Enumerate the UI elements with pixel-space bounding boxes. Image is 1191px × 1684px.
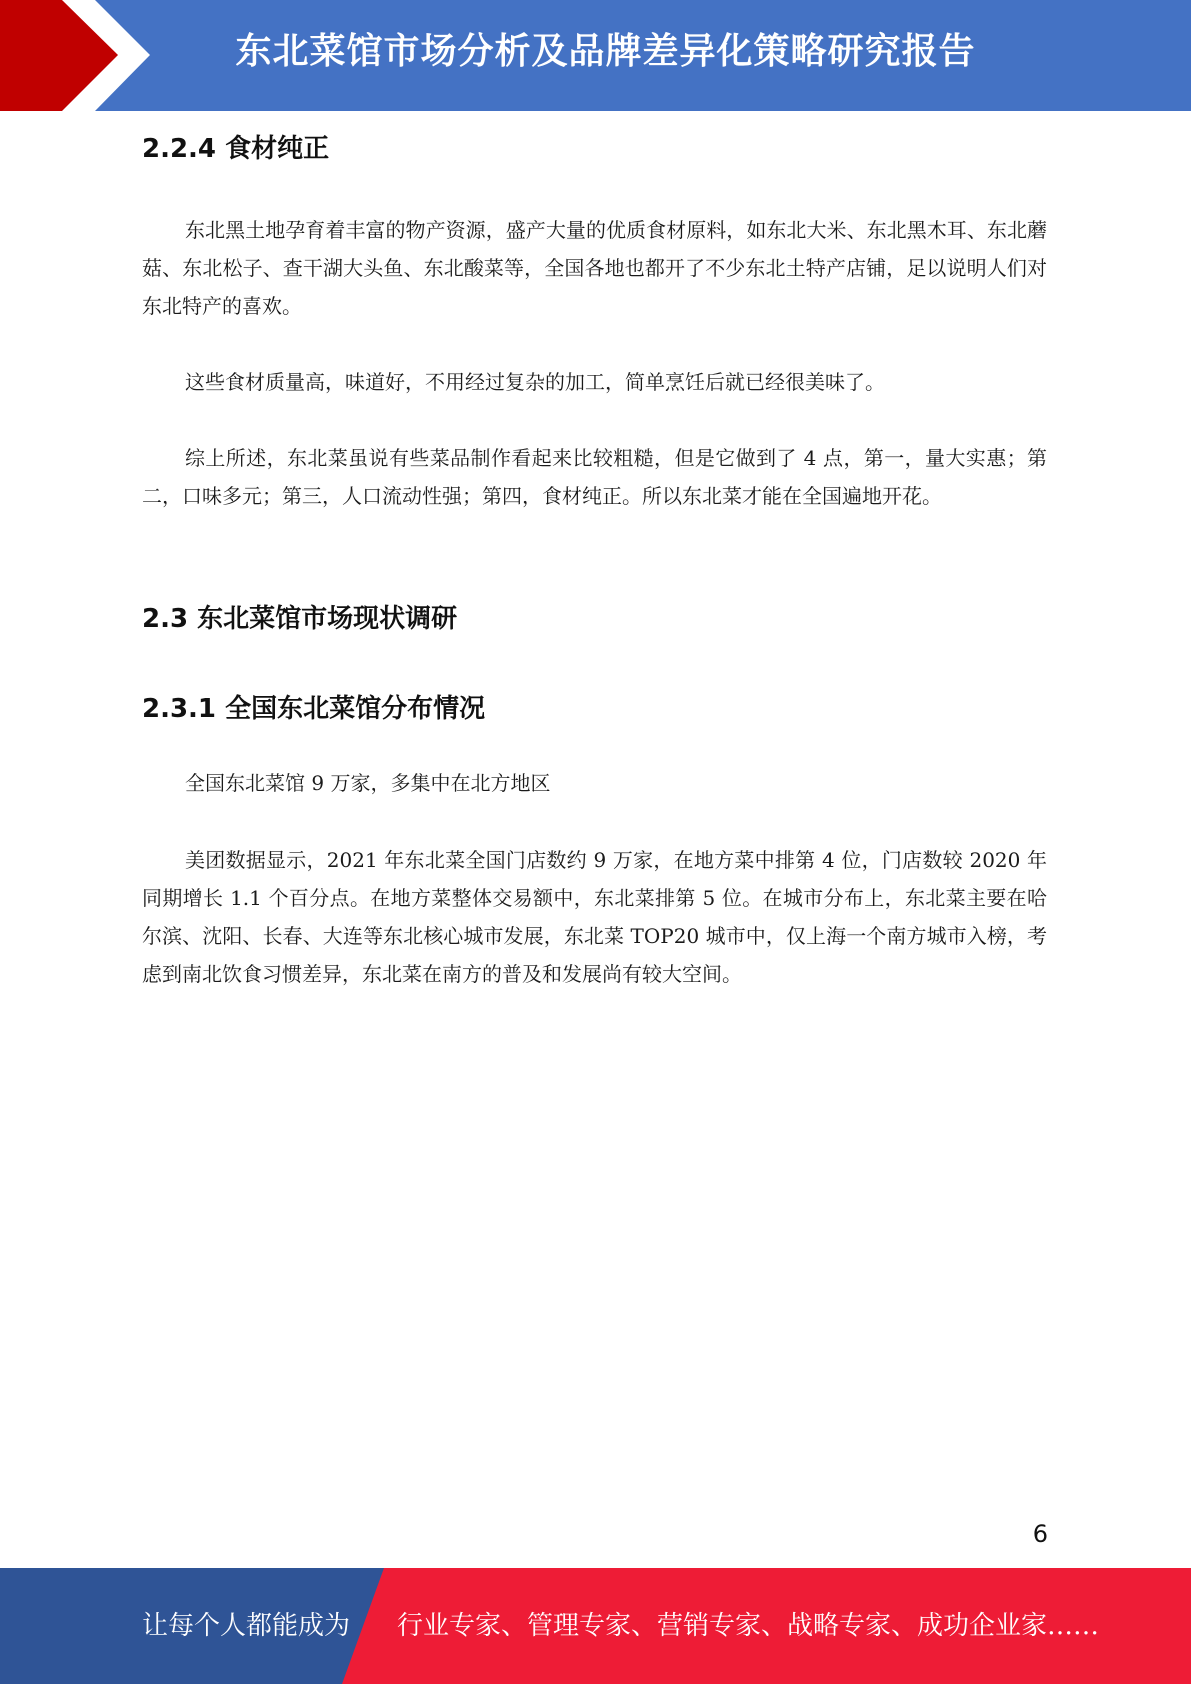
paragraph: 综上所述，东北菜虽说有些菜品制作看起来比较粗糙，但是它做到了 4 点，第一，量大实惠；第二，口味多元；第三，人口流动性强；第四，食材纯正。所以东北菜才能在全国遍地开花。 <box>142 446 1047 508</box>
paragraph: 全国东北菜馆 9 万家，多集中在北方地区 <box>185 771 551 795</box>
report-title: 东北菜馆市场分析及品牌差异化策略研究报告 <box>235 31 976 72</box>
paragraph: 东北黑土地孕育着丰富的物产资源，盛产大量的优质食材原料，如东北大米、东北黑木耳、东北蘑菇、东北松子、查干湖大头鱼、东北酸菜等，全国各地也都开了不少东北土特产店铺，足以说明人们对东北特产的喜欢。 <box>142 218 1047 318</box>
footer-banner <box>0 1568 1191 1684</box>
paragraph: 美团数据显示，2021 年东北菜全国门店数约 9 万家，在地方菜中排第 4 位，门店数较 2020 年同期增长 1.1 个百分点。在地方菜整体交易额中，东北菜排第 5 位。在城市分布上，东北菜主要在哈尔滨、沈阳、长春、大连等东北核心城市发展，东北菜 TOP20 城市中，仅上海一个南方城市入榜，考虑到南北饮食习惯差异，东北菜在南方的普及和发展尚有较大空间。 <box>142 848 1047 986</box>
heading-2-3: 2.3 东北菜馆市场现状调研 <box>142 604 458 634</box>
page-number: 6 <box>1032 1520 1048 1548</box>
header-banner <box>0 0 1191 111</box>
heading-2-3-1: 2.3.1 全国东北菜馆分布情况 <box>142 694 486 724</box>
footer-slogan: 让每个人都能成为 <box>142 1611 351 1641</box>
header-chevron-decoration <box>0 0 160 111</box>
paragraph: 这些食材质量高，味道好，不用经过复杂的加工，简单烹饪后就已经很美味了。 <box>185 370 885 394</box>
heading-2-2-4: 2.2.4 食材纯正 <box>142 134 330 164</box>
footer-roles: 行业专家、管理专家、营销专家、战略专家、成功企业家…… <box>397 1611 1100 1641</box>
